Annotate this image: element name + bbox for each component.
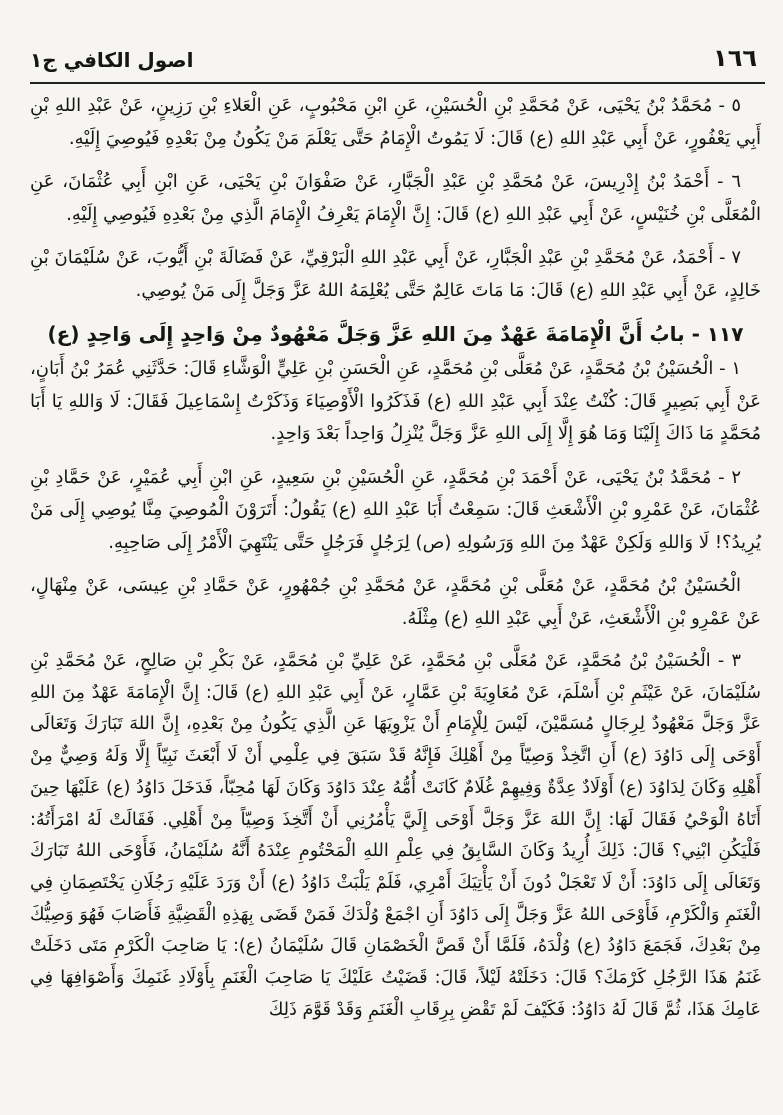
hadith-paragraph: ٥ - مُحَمَّدُ بْنُ يَحْيَى، عَنْ مُحَمَّدِ بْنِ الْحُسَيْنِ، عَنِ ابْنِ مَحْبُوبٍ، عَنِ الْعَلاءِ بْنِ رَزِينٍ، عَنْ عَبْدِ اللهِ بْنِ أَبِي يَعْفُورٍ، عَنْ أَبِي عَبْدِ اللهِ (ع) قَالَ: لَا يَمُوتُ الْإِمَامُ حَتَّى يَعْلَمَ مَنْ يَكُونُ مِنْ بَعْدِهِ فَيُوصِيَ إِلَيْهِ.: [30, 95, 761, 149]
page-content: [30, 90, 761, 1107]
hadith-paragraph: ٢ - مُحَمَّدُ بْنُ يَحْيَى، عَنْ أَحْمَدَ بْنِ مُحَمَّدٍ، عَنِ الْحُسَيْنِ بْنِ سَعِيدٍ، عَنِ ابْنِ أَبِي عُمَيْرٍ، عَنْ حَمَّادِ بْنِ عُثْمَانَ، عَنْ عَمْرِو بْنِ الْأَشْعَثِ قَالَ: سَمِعْتُ أَبَا عَبْدِ اللهِ (ع) يَقُولُ: أَتَرَوْنَ الْمُوصِيَ مِنَّا يُوصِي إِلَى مَنْ يُرِيدُ؟! لَا وَاللهِ وَلَكِنْ عَهْدٌ مِنَ اللهِ وَرَسُولِهِ (ص) لِرَجُلٍ فَرَجُلٍ حَتَّى يَنْتَهِيَ الْأَمْرُ إِلَى صَاحِبِهِ.: [30, 466, 761, 553]
hadith-paragraph: ٦ - أَحْمَدُ بْنُ إِدْرِيسَ، عَنْ مُحَمَّدِ بْنِ عَبْدِ الْجَبَّارِ، عَنْ صَفْوَانَ بْنِ يَحْيَى، عَنِ ابْنِ أَبِي عُثْمَانَ، عَنِ الْمُعَلَّى بْنِ خُنَيْسٍ، عَنْ أَبِي عَبْدِ اللهِ (ع) قَالَ: إِنَّ الْإِمَامَ يَعْرِفُ الْإِمَامَ الَّذِي مِنْ بَعْدِهِ فَيُوصِي إِلَيْهِ.: [30, 171, 761, 225]
chapter-heading: ١١٧ - بابُ أَنَّ الْإِمَامَةَ عَهْدٌ مِنَ اللهِ عَزَّ وَجَلَّ مَعْهُودٌ مِنْ وَاحِدٍ إِلَى وَاحِدٍ (ع): [47, 322, 744, 346]
hadith-paragraph: ٧ - أَحْمَدُ، عَنْ مُحَمَّدِ بْنِ عَبْدِ الْجَبَّارِ، عَنْ أَبِي عَبْدِ اللهِ الْبَرْقِيِّ، عَنْ فَضَالَةَ بْنِ أَيُّوبَ، عَنْ سُلَيْمَانَ بْنِ خَالِدٍ، عَنْ أَبِي عَبْدِ اللهِ (ع) قَالَ: مَا مَاتَ عَالِمٌ حَتَّى يُعْلِمَهُ اللهُ عَزَّ وَجَلَّ إِلَى مَنْ يُوصِي.: [30, 247, 761, 301]
hadith-paragraph: الْحُسَيْنُ بْنُ مُحَمَّدٍ، عَنْ مُعَلَّى بْنِ مُحَمَّدٍ، عَنْ مُحَمَّدِ بْنِ جُمْهُورٍ، عَنْ حَمَّادِ بْنِ عِيسَى، عَنْ مِنْهَالٍ، عَنْ عَمْرِو بْنِ الْأَشْعَثِ، عَنْ أَبِي عَبْدِ اللهِ (ع) مِثْلَهُ.: [30, 575, 761, 629]
hadith-paragraph: ١ - الْحُسَيْنُ بْنُ مُحَمَّدٍ، عَنْ مُعَلَّى بْنِ مُحَمَّدٍ، عَنِ الْحَسَنِ بْنِ عَلِيٍّ الْوَشَّاءِ قَالَ: حَدَّثَنِي عُمَرُ بْنُ أَبَانٍ، عَنْ أَبِي بَصِيرٍ قَالَ: كُنْتُ عِنْدَ أَبِي عَبْدِ اللهِ (ع) فَذَكَرُوا الْأَوْصِيَاءَ وَذَكَرْتُ إِسْمَاعِيلَ فَقَالَ: لَا وَاللهِ يَا أَبَا مُحَمَّدٍ مَا ذَاكَ إِلَيْنَا وَمَا هُوَ إِلَّا إِلَى اللهِ عَزَّ وَجَلَّ يُنْزِلُ وَاحِداً بَعْدَ وَاحِدٍ.: [30, 358, 761, 444]
book-title: اصول الكافي ج١: [30, 48, 194, 72]
page-number: ١٦٦: [713, 44, 757, 72]
hadith-paragraph: ٣ - الْحُسَيْنُ بْنُ مُحَمَّدٍ، عَنْ مُعَلَّى بْنِ مُحَمَّدٍ، عَنْ عَلِيِّ بْنِ مُحَمَّدٍ، عَنْ بَكْرِ بْنِ صَالِحٍ، عَنْ مُحَمَّدِ بْنِ سُلَيْمَانَ، عَنْ عَيْثَمِ بْنِ أَسْلَمَ، عَنْ مُعَاوِيَةَ بْنِ عَمَّارٍ، عَنْ أَبِي عَبْدِ اللهِ (ع) قَالَ: إِنَّ الْإِمَامَةَ عَهْدٌ مِنَ اللهِ عَزَّ وَجَلَّ مَعْهُودٌ لِرِجَالٍ مُسَمَّيْنَ، لَيْسَ لِلْإِمَامِ أَنْ يَزْوِيَهَا عَنِ الَّذِي يَكُونُ مِنْ بَعْدِهِ، إِنَّ اللهَ تَبَارَكَ وَتَعَالَى أَوْحَى إِلَى دَاوُدَ (ع) أَنِ اتَّخِذْ وَصِيّاً مِنْ أَهْلِكَ فَإِنَّهُ قَدْ سَبَقَ فِي عِلْمِي أَنْ لَا أَبْعَثَ نَبِيّاً إِلَّا وَلَهُ وَصِيٌّ مِنْ أَهْلِهِ وَكَانَ لِدَاوُدَ (ع) أَوْلَادٌ عِدَّةٌ وَفِيهِمْ غُلَامٌ كَانَتْ أُمُّهُ عِنْدَ دَاوُدَ وَكَانَ لَهَا مُحِبّاً، فَدَخَلَ دَاوُدُ (ع) عَلَيْهَا حِينَ أَتَاهُ الْوَحْيُ فَقَالَ لَهَا: إِنَّ اللهَ عَزَّ وَجَلَّ أَوْحَى إِلَيَّ يَأْمُرُنِي أَنْ أَتَّخِذَ وَصِيّاً مِنْ أَهْلِي. فَقَالَتْ لَهُ امْرَأَتُهُ: فَلْيَكُنِ ابْنِي؟ قَالَ: ذَلِكَ أُرِيدُ وَكَانَ السَّابِقُ فِي عِلْمِ اللهِ الْمَحْتُومِ عِنْدَهُ أَنَّهُ سُلَيْمَانُ، فَأَوْحَى اللهُ تَبَارَكَ وَتَعَالَى إِلَى دَاوُدَ: أَنْ لَا تَعْجَلْ دُونَ أَنْ يَأْتِيَكَ أَمْرِي، فَلَمْ يَلْبَثْ دَاوُدُ (ع) أَنْ وَرَدَ عَلَيْهِ رَجُلَانِ يَخْتَصِمَانِ فِي الْغَنَمِ وَالْكَرْمِ، فَأَوْحَى اللهُ عَزَّ وَجَلَّ إِلَى دَاوُدَ أَنِ اجْمَعْ وُلْدَكَ فَمَنْ قَضَى بِهَذِهِ الْقَضِيَّةِ فَأَصَابَ فَهُوَ وَصِيُّكَ مِنْ بَعْدِكَ، فَجَمَعَ دَاوُدُ (ع) وُلْدَهُ، فَلَمَّا أَنْ قَصَّ الْخَصْمَانِ قَالَ سُلَيْمَانُ (ع): يَا صَاحِبَ الْكَرْمِ مَتَى دَخَلَتْ غَنَمُ هَذَا الرَّجُلِ كَرْمَكَ؟ قَالَ: دَخَلَتْهُ لَيْلاً، قَالَ: قَضَيْتُ عَلَيْكَ يَا صَاحِبَ الْغَنَمِ بِأَوْلَادِ غَنَمِكَ وَأَصْوَافِهَا فِي عَامِكَ هَذَا، ثُمَّ قَالَ لَهُ دَاوُدُ: فَكَيْفَ لَمْ تَقْضِ بِرِقَابِ الْغَنَمِ وَقَدْ قَوَّمَ ذَلِكَ: [30, 651, 761, 1020]
page-header: [30, 42, 765, 84]
